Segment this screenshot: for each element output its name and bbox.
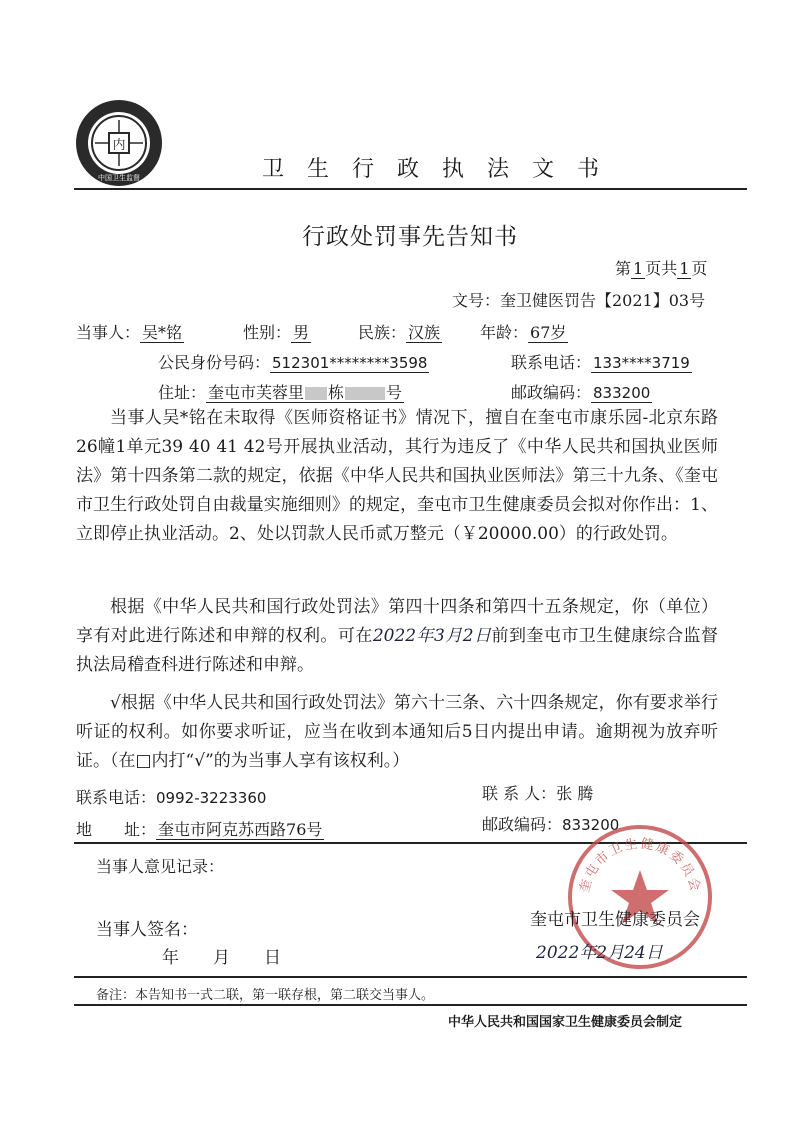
emblem-logo [74, 98, 164, 188]
party-name: 吴*铭 [142, 323, 183, 342]
page-title: 行政处罚事先告知书 [302, 224, 518, 250]
emblem-text: 中国卫生监督 [98, 174, 140, 182]
remark-note: 备注：本告知书一式二联，第一联存根，第二联交当事人。 [96, 988, 435, 1003]
party-age-field [480, 320, 568, 343]
party-address-c: 号 [386, 383, 403, 402]
party-id-field [158, 350, 429, 373]
party-ethnicity: 汉族 [408, 323, 441, 342]
footer-issuer: 中华人民共和国国家卫生健康委员会制定 [448, 1015, 683, 1030]
party-postal-label: 邮政编码： [511, 383, 592, 402]
contact-person-label: 联 系 人： [482, 784, 557, 803]
doc-category: 卫 生 行 政 执 法 文 书 [262, 157, 607, 182]
party-phone: 133****3719 [593, 354, 690, 372]
contact-address-label: 地 址： [76, 820, 157, 839]
party-address-b: 栋 [328, 383, 345, 402]
date-placeholder: 年 月 日 [162, 948, 281, 968]
party-phone-label: 联系电话： [511, 353, 592, 372]
party-gender: 男 [293, 323, 310, 342]
page-suffix: 页 [691, 259, 708, 278]
doc-number: 文号：奎卫健医罚告【2021】03号 [452, 291, 706, 310]
party-phone-field [511, 350, 692, 373]
party-name-label: 当事人： [76, 323, 141, 342]
svg-text:内: 内 [112, 138, 126, 153]
party-address-field [158, 380, 404, 403]
opinion-label: 当事人意见记录： [96, 857, 225, 876]
page-total: 1 [679, 259, 690, 278]
contact-phone-label: 联系电话： [76, 788, 157, 807]
contact-person: 张 腾 [556, 784, 594, 803]
party-age-label: 年龄： [480, 323, 529, 342]
contact-postal-label: 邮政编码： [482, 815, 563, 834]
party-ethnicity-field [358, 320, 442, 343]
contact-phone: 0992-3223360 [156, 789, 267, 807]
sign-date: 2022年2月24日 [536, 943, 663, 963]
contact-address-field [76, 817, 324, 840]
seal-text: 奎屯市卫生健康委员会 [577, 836, 703, 895]
page-mid: 页共 [645, 259, 678, 278]
party-postal: 833200 [593, 384, 651, 402]
redaction-mark [305, 387, 327, 400]
party-id-number: 512301********3598 [272, 354, 428, 372]
party-postal-field [511, 380, 652, 403]
signature-label: 当事人签名： [96, 920, 198, 940]
party-name-field [76, 320, 184, 343]
party-id-label: 公民身份号码： [158, 353, 271, 372]
contact-address: 奎屯市阿克苏西路76号 [158, 820, 323, 839]
page-info [615, 256, 707, 279]
party-ethnicity-label: 民族： [358, 323, 407, 342]
note-bottom-rule [74, 1004, 747, 1006]
header-rule [74, 188, 747, 190]
party-address [206, 383, 404, 403]
contact-person-field [482, 781, 593, 804]
note-top-rule [74, 976, 747, 978]
party-age: 67岁 [530, 323, 567, 342]
party-address-a: 奎屯市芙蓉里 [208, 383, 305, 402]
body-paragraph-2 [76, 593, 718, 680]
para2-text-b: 前到奎屯市卫生健康综合监督执法局稽查科进行陈述和申辩。 [76, 626, 719, 675]
contact-phone-field [76, 785, 266, 808]
party-gender-field [243, 320, 311, 343]
page-current: 1 [633, 259, 644, 278]
authority-name: 奎屯市卫生健康委员会 [530, 910, 700, 930]
redaction-mark [345, 387, 385, 400]
hearing-deadline: 2022年3月2日 [372, 626, 492, 646]
party-gender-label: 性别： [243, 323, 292, 342]
contact-postal: 833200 [562, 816, 620, 834]
para2-text-a: 根据《中华人民共和国行政处罚法》第四十四条和第四十五条规定，你（单位）享有对此进行陈述和申辩的权利。可在 [76, 597, 718, 646]
party-address-label: 住址： [158, 383, 207, 402]
body-paragraph-1: 当事人吴*铭在未取得《医师资格证书》情况下，擅自在奎屯市康乐园-北京东路26幢1单元39 40 41 42号开展执业活动，其行为违反了《中华人民共和国执业医师法》第十四条第二款的规定，依据《中华人民共和国执业医师法》第三十九条、《奎屯市卫生行政处罚自由裁量实施细则》的规定，奎屯市卫生健康委员会拟对你作出：1、立即停止执业活动。2、处以罚款人民币贰万整元（￥20000.00）的行政处罚。 [76, 408, 718, 544]
body-paragraph-3: √根据《中华人民共和国行政处罚法》第六十三条、六十四条规定，你有要求举行听证的权利。如你要求听证，应当在收到本通知后5日内提出申请。逾期视为放弃听证。（在□内打“√”的为当事人享有该权利。） [76, 693, 718, 771]
page-prefix: 第 [615, 259, 632, 278]
